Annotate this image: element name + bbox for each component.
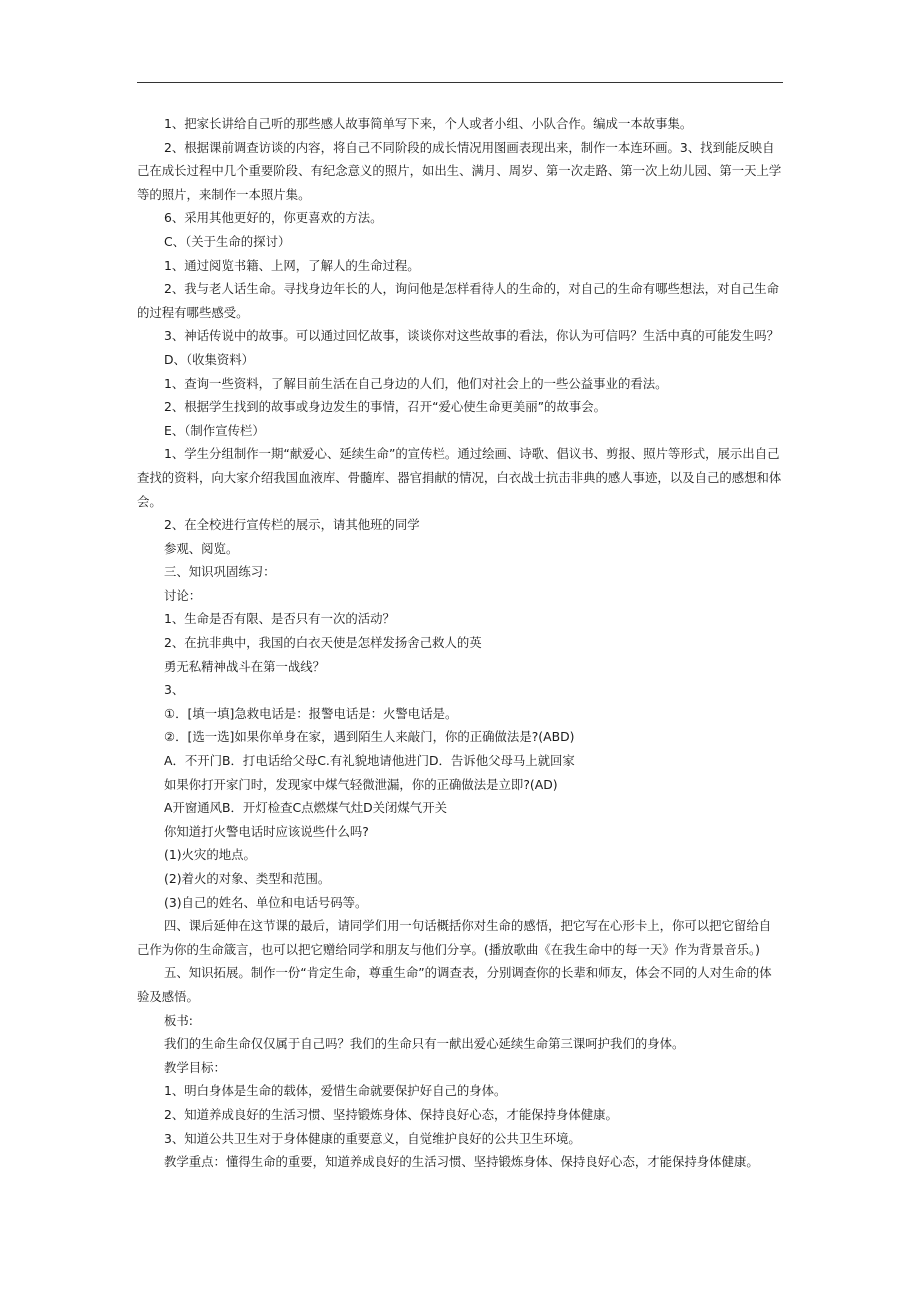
paragraph: 我们的生命生命仅仅属于自己吗？我们的生命只有一献出爱心延续生命第三课呵护我们的身体。 (164, 1036, 685, 1052)
section-heading: C、（关于生命的探讨） (164, 233, 291, 249)
paragraph: 五、知识拓展。制作一份“肯定生命，尊重生命”的调查表，分别调查你的长辈和师友，体会不同的人对生命的体验及感悟。 (137, 965, 772, 1004)
paragraph: 2、在全校进行宣传栏的展示，请其他班的同学 (164, 517, 420, 533)
paragraph: 1、查询一些资料，了解目前生活在自己身边的人们，他们对社会上的一些公益事业的看法。 (164, 375, 668, 391)
paragraph: 2、根据学生找到的故事或身边发生的事情，召开“爱心使生命更美丽”的故事会。 (164, 399, 607, 415)
question: ①．[填一填]急救电话是：报警电话是：火警电话是。 (164, 705, 458, 721)
document-body (137, 112, 783, 1174)
section-heading: D、（收集资料） (164, 351, 255, 367)
paragraph: 3、神话传说中的故事。可以通过回忆故事，谈谈你对这些故事的看法，你认为可信吗？生活中真的可能发生吗？ (164, 328, 780, 344)
header-rule (137, 82, 783, 83)
list-item: (2)着火的对象、类型和范围。 (164, 871, 331, 886)
paragraph: 6、采用其他更好的，你更喜欢的方法。 (164, 210, 383, 226)
list-item: (1)火灾的地点。 (164, 847, 256, 863)
question: 3、 (164, 682, 185, 698)
section-heading: 三、知识巩固练习： (164, 564, 276, 580)
answer-options: A．不开门B．打电话给父母C.有礼貌地请他进门D．告诉他父母马上就回家 (164, 753, 575, 769)
list-item: 2、知道养成良好的生活习惯、坚持锻炼身体、保持良好心态，才能保持身体健康。 (164, 1106, 618, 1122)
question: ②．[选一选]如果你单身在家，遇到陌生人来敲门，你的正确做法是?(ABD) (164, 729, 575, 745)
question: 你知道打火警电话时应该说些什么吗? (164, 823, 369, 839)
question: 1、生命是否有限、是否只有一次的活动？ (164, 611, 395, 627)
paragraph: 2、我与老人话生命。寻找身边年长的人，询问他是怎样看待人的生命的，对自己的生命有哪些想法，对自己生命的过程有哪些感受。 (137, 281, 780, 320)
question: 2、在抗非典中，我国的白衣天使是怎样发扬舍己救人的英 (164, 635, 482, 651)
paragraph: 教学重点：懂得生命的重要，知道养成良好的生活习惯、坚持锻炼身体、保持良好心态，才能保持身体健康。 (164, 1154, 759, 1170)
paragraph: 1、把家长讲给自己听的那些感人故事简单写下来，个人或者小组、小队合作。编成一本故事集。 (164, 116, 693, 131)
list-item: 1、明白身体是生命的载体，爱惜生命就要保护好自己的身体。 (164, 1083, 507, 1099)
paragraph: 讨论： (164, 587, 202, 603)
paragraph: 2、根据课前调查访谈的内容，将自己不同阶段的成长情况用图画表现出来，制作一本连环画。3、找到能反映自己在成长过程中几个重要阶段、有纪念意义的照片，如出生、满月、周岁、第一次走路、第一次上幼儿园、第一天上学等的照片，来制作一本照片集。 (137, 139, 782, 202)
paragraph: 1、学生分组制作一期“献爱心、延续生命”的宣传栏。通过绘画、诗歌、倡议书、剪报、照片等形式，展示出自己查找的资料，向大家介绍我国血液库、骨髓库、器官捐献的情况，白衣战士抗击非典的感人事迹，以及自己的感想和体会。 (137, 446, 782, 509)
paragraph: 1、通过阅览书籍、上网，了解人的生命过程。 (164, 257, 420, 273)
answer-options: A开窗通风B．开灯检查C点燃煤气灶D关闭煤气开关 (164, 800, 447, 816)
list-item: (3)自己的姓名、单位和电话号码等。 (164, 894, 368, 910)
paragraph: 参观、阅览。 (164, 540, 239, 556)
section-heading: 板书: (164, 1012, 193, 1028)
question: 勇无私精神战斗在第一战线？ (164, 658, 326, 674)
list-item: 3、知道公共卫生对于身体健康的重要意义，自觉维护良好的公共卫生环境。 (164, 1130, 581, 1146)
question: 如果你打开家门时，发现家中煤气轻微泄漏，你的正确做法是立即?(AD) (164, 776, 558, 792)
section-heading: E、（制作宣传栏） (164, 422, 265, 438)
paragraph: 四、课后延伸在这节课的最后，请同学们用一句话概括你对生命的感悟，把它写在心形卡上，你可以把它留给自己作为你的生命箴言，也可以把它赠给同学和朋友与他们分享。(播放歌曲《在我生命中的每一天》作为背景音乐。) (137, 918, 772, 957)
section-heading: 教学目标： (164, 1059, 226, 1075)
